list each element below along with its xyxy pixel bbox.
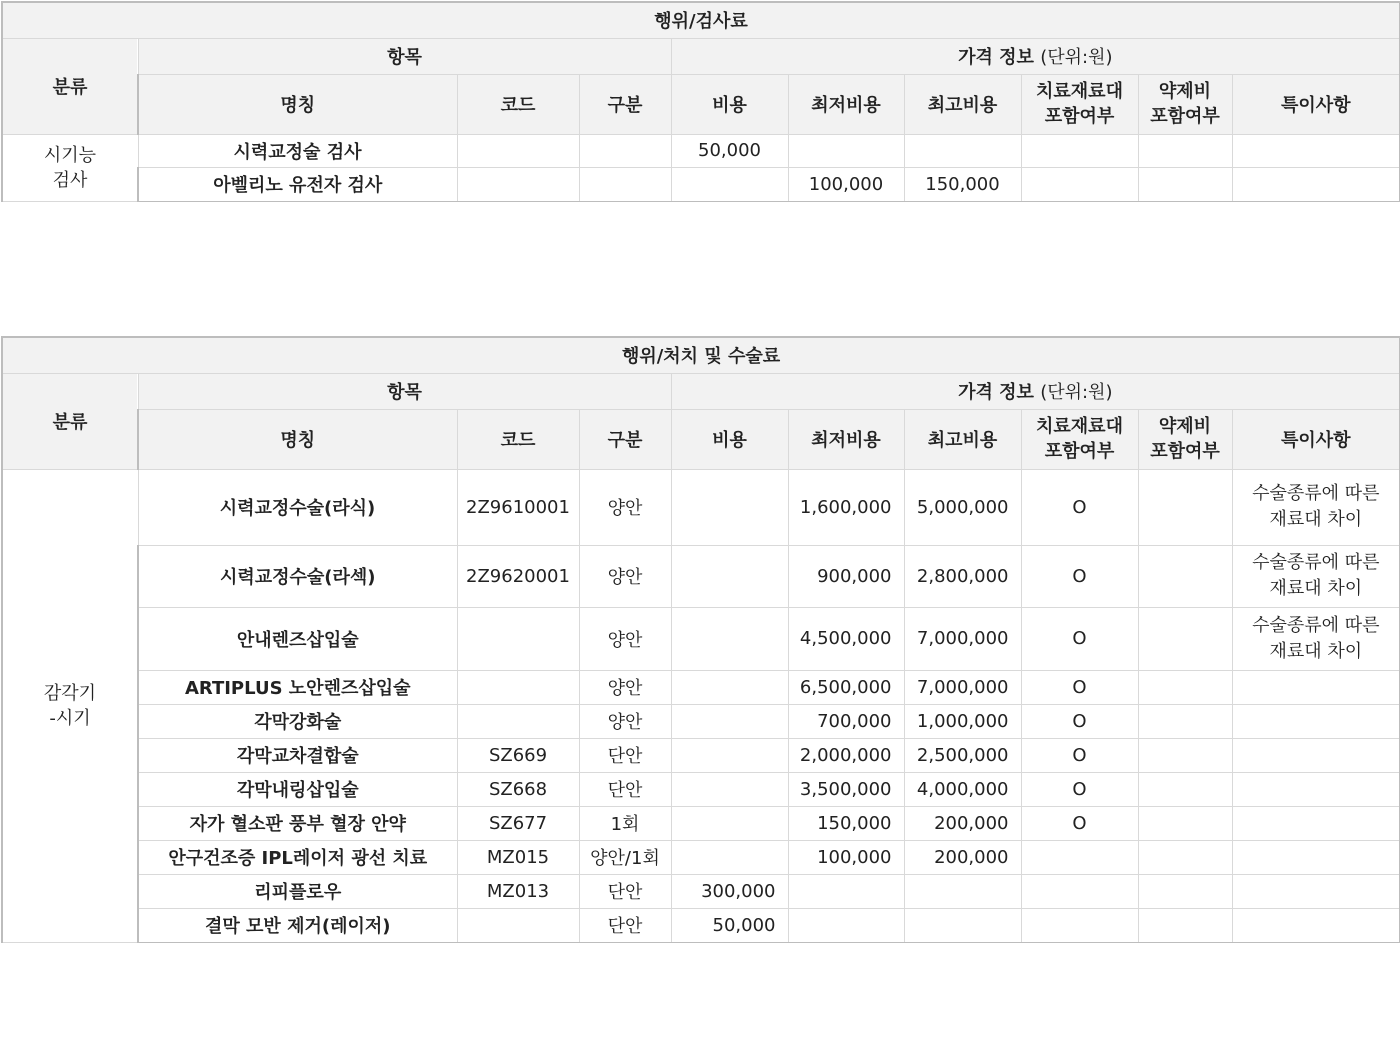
item-code: 2Z9610001 xyxy=(457,469,579,545)
item-name: ARTIPLUS 노안렌즈삽입술 xyxy=(138,670,457,704)
item-drug xyxy=(1138,704,1232,738)
col-price-group xyxy=(671,373,1400,409)
price-unit-label: (단위:원) xyxy=(1040,382,1113,403)
item-type xyxy=(579,167,671,201)
exam-fee-table xyxy=(1,1,1400,202)
item-cost xyxy=(671,545,788,607)
item-code xyxy=(457,167,579,201)
item-name: 리피플로우 xyxy=(138,874,457,908)
col-max-cost: 최고비용 xyxy=(904,409,1021,469)
item-min-cost: 6,500,000 xyxy=(788,670,904,704)
item-material: O xyxy=(1021,704,1138,738)
col-code: 코드 xyxy=(457,74,579,134)
item-drug xyxy=(1138,607,1232,670)
item-name: 아벨리노 유전자 검사 xyxy=(138,167,457,201)
item-material: O xyxy=(1021,469,1138,545)
item-drug xyxy=(1138,840,1232,874)
item-min-cost: 2,000,000 xyxy=(788,738,904,772)
item-drug xyxy=(1138,545,1232,607)
item-cost xyxy=(671,469,788,545)
price-info-label: 가격 정보 xyxy=(958,382,1034,403)
item-name: 시력교정수술(라식) xyxy=(138,469,457,545)
item-type: 1회 xyxy=(579,806,671,840)
category-cell: 감각기 -시기 xyxy=(2,469,138,942)
item-material: O xyxy=(1021,738,1138,772)
item-cost xyxy=(671,840,788,874)
col-code: 코드 xyxy=(457,409,579,469)
item-cost: 50,000 xyxy=(671,134,788,167)
col-type: 구분 xyxy=(579,74,671,134)
item-max-cost: 150,000 xyxy=(904,167,1021,201)
item-type: 양안 xyxy=(579,469,671,545)
item-min-cost: 100,000 xyxy=(788,167,904,201)
item-note: 수술종류에 따른 재료대 차이 xyxy=(1232,545,1400,607)
item-material xyxy=(1021,167,1138,201)
item-material xyxy=(1021,874,1138,908)
item-max-cost xyxy=(904,874,1021,908)
item-type: 양안 xyxy=(579,607,671,670)
item-max-cost: 200,000 xyxy=(904,840,1021,874)
item-max-cost: 200,000 xyxy=(904,806,1021,840)
col-item-group: 항목 xyxy=(138,38,671,74)
item-type: 양안 xyxy=(579,670,671,704)
item-name: 각막강화술 xyxy=(138,704,457,738)
col-material-included: 치료재료대 포함여부 xyxy=(1021,74,1138,134)
item-code: MZ013 xyxy=(457,874,579,908)
item-code xyxy=(457,908,579,942)
col-note: 특이사항 xyxy=(1232,409,1400,469)
item-min-cost: 150,000 xyxy=(788,806,904,840)
item-note xyxy=(1232,772,1400,806)
item-min-cost: 4,500,000 xyxy=(788,607,904,670)
col-price-group xyxy=(671,38,1400,74)
item-name: 안내렌즈삽입술 xyxy=(138,607,457,670)
item-note xyxy=(1232,840,1400,874)
item-max-cost: 1,000,000 xyxy=(904,704,1021,738)
item-min-cost: 100,000 xyxy=(788,840,904,874)
item-note xyxy=(1232,908,1400,942)
item-max-cost: 4,000,000 xyxy=(904,772,1021,806)
item-max-cost: 2,500,000 xyxy=(904,738,1021,772)
table-row xyxy=(2,704,1400,738)
item-name: 결막 모반 제거(레이저) xyxy=(138,908,457,942)
item-drug xyxy=(1138,134,1232,167)
item-cost xyxy=(671,704,788,738)
item-material: O xyxy=(1021,670,1138,704)
item-max-cost xyxy=(904,134,1021,167)
item-drug xyxy=(1138,738,1232,772)
table-row xyxy=(2,670,1400,704)
col-max-cost: 최고비용 xyxy=(904,74,1021,134)
table-row xyxy=(2,908,1400,942)
item-name: 자가 혈소판 풍부 혈장 안약 xyxy=(138,806,457,840)
item-drug xyxy=(1138,670,1232,704)
surgery-fee-table xyxy=(1,336,1400,943)
item-material xyxy=(1021,134,1138,167)
table-row xyxy=(2,167,1400,201)
item-note xyxy=(1232,167,1400,201)
item-code: SZ668 xyxy=(457,772,579,806)
col-type: 구분 xyxy=(579,409,671,469)
item-drug xyxy=(1138,908,1232,942)
table-row xyxy=(2,874,1400,908)
item-type: 단안 xyxy=(579,738,671,772)
price-unit-label: (단위:원) xyxy=(1040,47,1113,68)
item-min-cost: 900,000 xyxy=(788,545,904,607)
item-drug xyxy=(1138,806,1232,840)
item-type: 양안 xyxy=(579,545,671,607)
category-cell: 시기능 검사 xyxy=(2,134,138,201)
col-min-cost: 최저비용 xyxy=(788,74,904,134)
col-min-cost: 최저비용 xyxy=(788,409,904,469)
item-material: O xyxy=(1021,545,1138,607)
item-note xyxy=(1232,874,1400,908)
item-note xyxy=(1232,704,1400,738)
item-type: 단안 xyxy=(579,908,671,942)
item-code: 2Z9620001 xyxy=(457,545,579,607)
table-row xyxy=(2,806,1400,840)
col-category: 분류 xyxy=(2,38,138,134)
item-type: 양안 xyxy=(579,704,671,738)
col-drug-included: 약제비 포함여부 xyxy=(1138,409,1232,469)
col-cost: 비용 xyxy=(671,74,788,134)
item-cost xyxy=(671,772,788,806)
item-max-cost: 7,000,000 xyxy=(904,607,1021,670)
item-note xyxy=(1232,134,1400,167)
item-note: 수술종류에 따른 재료대 차이 xyxy=(1232,607,1400,670)
col-drug-included: 약제비 포함여부 xyxy=(1138,74,1232,134)
item-min-cost: 700,000 xyxy=(788,704,904,738)
item-drug xyxy=(1138,874,1232,908)
col-cost: 비용 xyxy=(671,409,788,469)
item-type: 단안 xyxy=(579,772,671,806)
item-max-cost xyxy=(904,908,1021,942)
item-min-cost xyxy=(788,874,904,908)
item-max-cost: 5,000,000 xyxy=(904,469,1021,545)
col-category: 분류 xyxy=(2,373,138,469)
item-material xyxy=(1021,908,1138,942)
item-code xyxy=(457,607,579,670)
item-name: 각막교차결합술 xyxy=(138,738,457,772)
item-min-cost: 3,500,000 xyxy=(788,772,904,806)
table-row xyxy=(2,607,1400,670)
table-row xyxy=(2,545,1400,607)
item-drug xyxy=(1138,469,1232,545)
table-row xyxy=(2,840,1400,874)
item-cost: 300,000 xyxy=(671,874,788,908)
table-row xyxy=(2,469,1400,545)
item-name: 각막내링삽입술 xyxy=(138,772,457,806)
item-cost xyxy=(671,670,788,704)
item-note xyxy=(1232,738,1400,772)
item-code: SZ669 xyxy=(457,738,579,772)
item-code xyxy=(457,670,579,704)
item-name: 시력교정술 검사 xyxy=(138,134,457,167)
item-max-cost: 7,000,000 xyxy=(904,670,1021,704)
item-max-cost: 2,800,000 xyxy=(904,545,1021,607)
item-cost xyxy=(671,806,788,840)
col-name: 명칭 xyxy=(138,409,457,469)
col-note: 특이사항 xyxy=(1232,74,1400,134)
item-material: O xyxy=(1021,806,1138,840)
item-cost: 50,000 xyxy=(671,908,788,942)
item-code xyxy=(457,704,579,738)
table-title: 행위/처치 및 수술료 xyxy=(2,337,1400,373)
item-code: SZ677 xyxy=(457,806,579,840)
item-note xyxy=(1232,670,1400,704)
item-name: 안구건조증 IPL레이저 광선 치료 xyxy=(138,840,457,874)
col-item-group: 항목 xyxy=(138,373,671,409)
item-material xyxy=(1021,840,1138,874)
item-note: 수술종류에 따른 재료대 차이 xyxy=(1232,469,1400,545)
item-code xyxy=(457,134,579,167)
item-type: 단안 xyxy=(579,874,671,908)
item-cost xyxy=(671,738,788,772)
item-cost xyxy=(671,607,788,670)
item-material: O xyxy=(1021,607,1138,670)
item-min-cost: 1,600,000 xyxy=(788,469,904,545)
item-drug xyxy=(1138,772,1232,806)
col-name: 명칭 xyxy=(138,74,457,134)
price-info-label: 가격 정보 xyxy=(958,47,1034,68)
item-min-cost xyxy=(788,908,904,942)
item-drug xyxy=(1138,167,1232,201)
item-type: 양안/1회 xyxy=(579,840,671,874)
item-code: MZ015 xyxy=(457,840,579,874)
item-min-cost xyxy=(788,134,904,167)
table-row xyxy=(2,738,1400,772)
item-material: O xyxy=(1021,772,1138,806)
table-row xyxy=(2,772,1400,806)
item-cost xyxy=(671,167,788,201)
item-type xyxy=(579,134,671,167)
table-title: 행위/검사료 xyxy=(2,2,1400,38)
item-name: 시력교정수술(라섹) xyxy=(138,545,457,607)
item-note xyxy=(1232,806,1400,840)
col-material-included: 치료재료대 포함여부 xyxy=(1021,409,1138,469)
table-row xyxy=(2,134,1400,167)
